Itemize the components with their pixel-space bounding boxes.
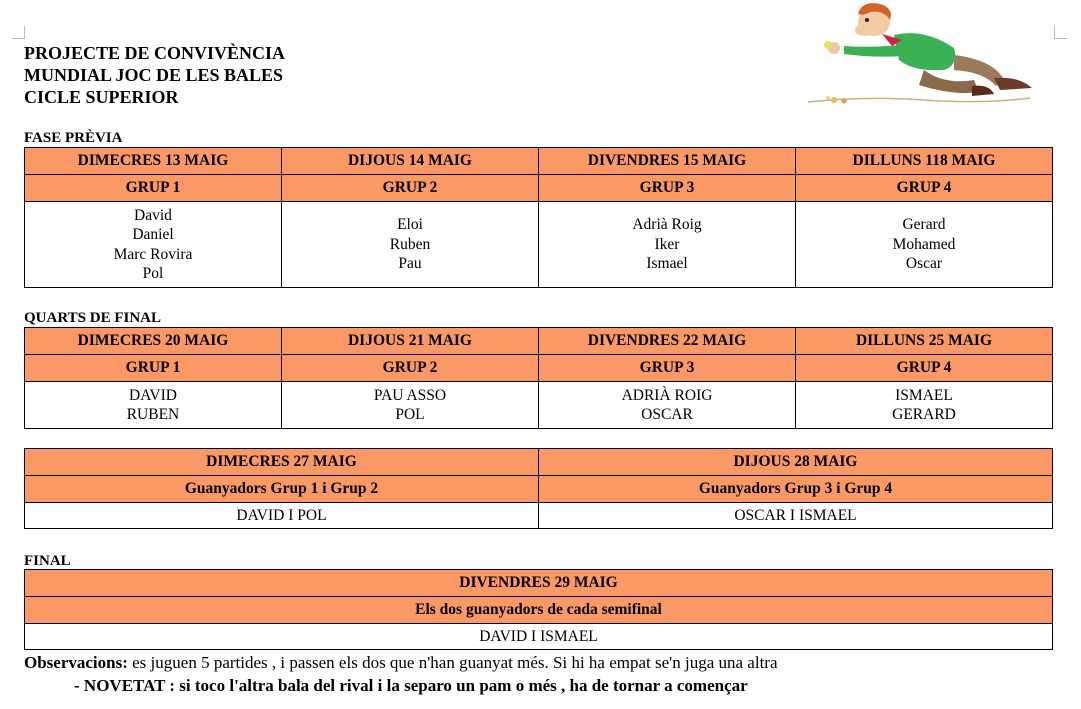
player-name: Adrià Roig — [632, 216, 702, 234]
section-label-final: FINAL — [24, 553, 71, 569]
day-header: DIVENDRES 22 MAIG — [539, 328, 796, 355]
player-name: RUBEN — [126, 406, 180, 423]
final-table — [24, 569, 1053, 650]
player-name: OSCAR — [641, 406, 693, 423]
player-name: ISMAEL — [895, 386, 953, 404]
player-list — [25, 382, 282, 429]
group-header: GRUP 1 — [25, 175, 282, 202]
player-list — [796, 202, 1053, 288]
observations-label: Observacions: — [24, 653, 128, 672]
player-name: Eloi — [397, 216, 423, 234]
player-name: David — [134, 206, 172, 224]
day-header: DILLUNS 25 MAIG — [796, 328, 1053, 355]
player-name: Ismael — [646, 255, 688, 273]
player-name: Marc Rovira — [113, 245, 193, 263]
section-label-quarts: QUARTS DE FINAL — [24, 310, 161, 326]
player-name: ADRIÀ ROIG — [621, 386, 713, 404]
novetat-note: - NOVETAT : si toco l'altra bala del rival i la separo un pam o més , ha de tornar a començar — [74, 676, 748, 695]
observations-text: es juguen 5 partides , i passen els dos que n'han guanyat més. Si hi ha empat se'n juga una altra — [127, 653, 778, 672]
player-name: Daniel — [132, 226, 174, 243]
title-line: CICLE SUPERIOR — [24, 87, 179, 107]
semifinal-result: DAVID I POL — [25, 503, 539, 529]
player-name: Mohamed — [892, 235, 956, 253]
final-result: DAVID I ISMAEL — [25, 624, 1053, 650]
day-header: DIJOUS 14 MAIG — [282, 148, 539, 175]
semifinal-result: OSCAR I ISMAEL — [539, 503, 1053, 529]
group-header: GRUP 2 — [282, 175, 539, 202]
group-header: GRUP 2 — [282, 355, 539, 382]
player-list — [539, 382, 796, 429]
player-name: Iker — [654, 235, 680, 253]
fase-previa-table — [24, 147, 1053, 288]
group-header: GRUP 4 — [796, 355, 1053, 382]
semifinal-table — [24, 448, 1053, 529]
group-header: GRUP 1 — [25, 355, 282, 382]
title-line: MUNDIAL JOC DE LES BALES — [24, 65, 284, 85]
group-header: GRUP 3 — [539, 175, 796, 202]
day-header: DIJOUS 21 MAIG — [282, 328, 539, 355]
group-header: GRUP 4 — [796, 175, 1053, 202]
section-label-fase-previa: FASE PRÈVIA — [24, 130, 123, 146]
player-name: Gerard — [902, 216, 946, 234]
player-list — [539, 202, 796, 288]
observations — [24, 652, 778, 674]
group-header: GRUP 3 — [539, 355, 796, 382]
quarts-table — [24, 327, 1053, 429]
player-name: POL — [395, 406, 425, 423]
day-header: DILLUNS 118 MAIG — [796, 148, 1053, 175]
player-list — [796, 382, 1053, 429]
day-header: DIVENDRES 15 MAIG — [539, 148, 796, 175]
day-header: DIMECRES 13 MAIG — [25, 148, 282, 175]
matchup-header: Guanyadors Grup 1 i Grup 2 — [25, 476, 539, 503]
day-header: DIMECRES 27 MAIG — [25, 449, 539, 476]
player-name: Oscar — [905, 255, 943, 273]
document-title — [24, 42, 285, 108]
title-line: PROJECTE DE CONVIVÈNCIA — [24, 43, 286, 63]
player-name: Pol — [142, 265, 164, 282]
day-header: DIJOUS 28 MAIG — [539, 449, 1053, 476]
player-name: Ruben — [389, 235, 431, 253]
page-corner-mark-right — [1054, 26, 1067, 39]
final-description: Els dos guanyadors de cada semifinal — [25, 597, 1053, 624]
player-name: DAVID — [129, 386, 177, 404]
day-header: DIVENDRES 29 MAIG — [25, 570, 1053, 597]
player-name: GERARD — [892, 406, 956, 423]
matchup-header: Guanyadors Grup 3 i Grup 4 — [539, 476, 1053, 503]
marbles-player-clipart-icon — [804, 0, 1034, 110]
day-header: DIMECRES 20 MAIG — [25, 328, 282, 355]
player-list — [25, 202, 282, 288]
player-name: PAU ASSO — [373, 386, 447, 404]
page-corner-mark-left — [12, 26, 25, 39]
player-name: Pau — [398, 255, 422, 273]
player-list — [282, 202, 539, 288]
player-list — [282, 382, 539, 429]
